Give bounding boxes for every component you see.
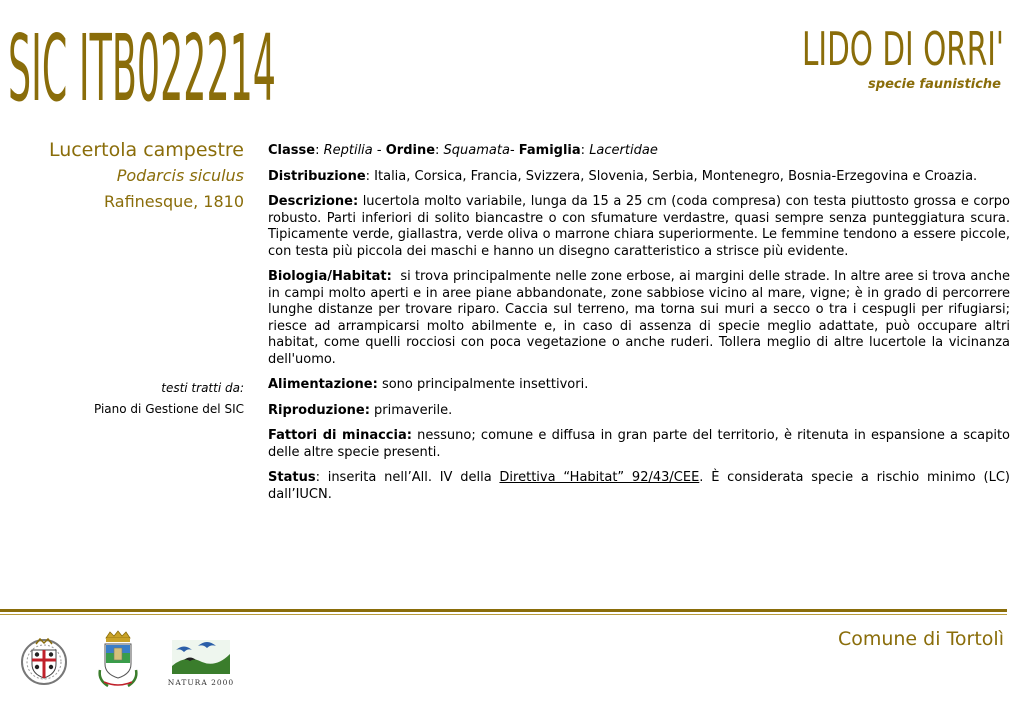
natura-logo-text: NATURA 2000 — [167, 678, 235, 687]
site-name-title — [684, 22, 1004, 76]
status-paragraph — [268, 470, 1010, 503]
biologia-paragraph — [268, 269, 1010, 368]
alimentazione-paragraph — [268, 377, 1010, 394]
ordine-value: Squamata — [443, 143, 510, 158]
sic-code-text: SIC ITB022214 — [8, 15, 276, 122]
taxonomy-line: Classe: Reptilia - Ordine: Squamata- Famiglia: Lacertidae — [268, 143, 658, 158]
biologia-label: Biologia/Habitat: — [268, 269, 392, 284]
species-description — [268, 143, 1010, 512]
minaccia-paragraph — [268, 428, 1010, 461]
species-common-name: Lucertola campestre — [48, 139, 244, 161]
descrizione-paragraph — [268, 194, 1010, 260]
descrizione-text: lucertola molto variabile, lunga da 15 a 25 cm (coda compresa) con testa piuttosto grossa e corpo robusto. Parti inferiori di solito biancastre o con sfumature verdastre, quasi sempre senza punteggiatura scura. Tipicamente verde, giallastra, verde oliva o marrone chiara superiormente. Le femmine tendono a essere piccole, con testa più piccola dei maschi e hanno un disegno caratteristico a strisce più evidente. — [268, 194, 1010, 259]
sardinia-coat-of-arms-logo — [20, 636, 68, 688]
source-block — [94, 378, 244, 420]
classe-label: Classe — [268, 143, 316, 158]
source-label: testi tratti da: — [161, 381, 244, 395]
page-subtitle: specie faunistiche — [868, 77, 1001, 92]
species-scientific-name: Podarcis siculus — [116, 166, 244, 185]
famiglia-value: Lacertidae — [589, 143, 658, 158]
footer-rule — [0, 609, 1007, 612]
alimentazione-label: Alimentazione: — [268, 377, 378, 392]
footer-rule-thin — [0, 614, 1007, 615]
status-text-pre: : inserita nell’All. IV della — [315, 470, 500, 485]
minaccia-label: Fattori di minaccia: — [268, 428, 412, 443]
riproduzione-text: primaverile. — [374, 402, 453, 418]
species-author: Rafinesque, 1810 — [104, 192, 244, 211]
natura-2000-logo — [167, 638, 235, 688]
status-label: Status — [268, 470, 316, 485]
status-text-post: . È considerata specie a rischio minimo (LC) dall’IUCN. — [268, 470, 1010, 502]
sic-code-title — [8, 14, 278, 120]
distribuzione-text: Italia, Corsica, Francia, Svizzera, Slovenia, Serbia, Montenegro, Bosnia-Erzegovina e Croazia. — [374, 168, 978, 184]
classe-value: Reptilia — [323, 143, 373, 158]
municipality-name: Comune di Tortolì — [837, 628, 1004, 650]
ordine-label: Ordine — [385, 143, 436, 158]
directive-link[interactable]: Direttiva “Habitat” 92/43/CEE — [499, 470, 700, 485]
site-name-text: LIDO DI ORRI' — [802, 22, 1004, 76]
tortoli-coat-of-arms-logo — [96, 630, 140, 690]
minaccia-text: nessuno; comune e diffusa in gran parte del territorio, è ritenuta in espansione a scapito delle altre specie presenti. — [268, 428, 1010, 460]
riproduzione-paragraph — [268, 403, 1010, 420]
riproduzione-label: Riproduzione: — [268, 402, 370, 418]
source-text: Piano di Gestione del SIC — [94, 402, 244, 416]
descrizione-label: Descrizione: — [268, 194, 359, 209]
species-block — [49, 138, 244, 214]
famiglia-label: Famiglia — [518, 143, 581, 158]
biologia-text: si trova principalmente nelle zone erbose, ai margini delle strade. In altre aree si trova anche in campi molto aperti e in aree piane abbandonate, zone sabbiose vicino al mare, vigne; è in grado di percorrere lunghe distanze per trovare riparo. Caccia sul terreno, ma torna sui muri a secco o tra i cespugli per rifugiarsi; riesce ad arrampicarsi molto abilmente e, in caso di assenza di specie meglio adattate, può occupare altri habitat, come quelli rocciosi con poca vegetazione o anche ruderi. Tollera meglio di altre lucertole la vicinanza dell'uomo. — [268, 269, 1011, 367]
distribuzione-paragraph: Distribuzione: Italia, Corsica, Francia, Svizzera, Slovenia, Serbia, Montenegro, Bosnia-Erzegovina e Croazia. — [268, 168, 978, 184]
alimentazione-text: sono principalmente insettivori. — [381, 377, 589, 392]
distribuzione-label: Distribuzione — [268, 168, 366, 184]
